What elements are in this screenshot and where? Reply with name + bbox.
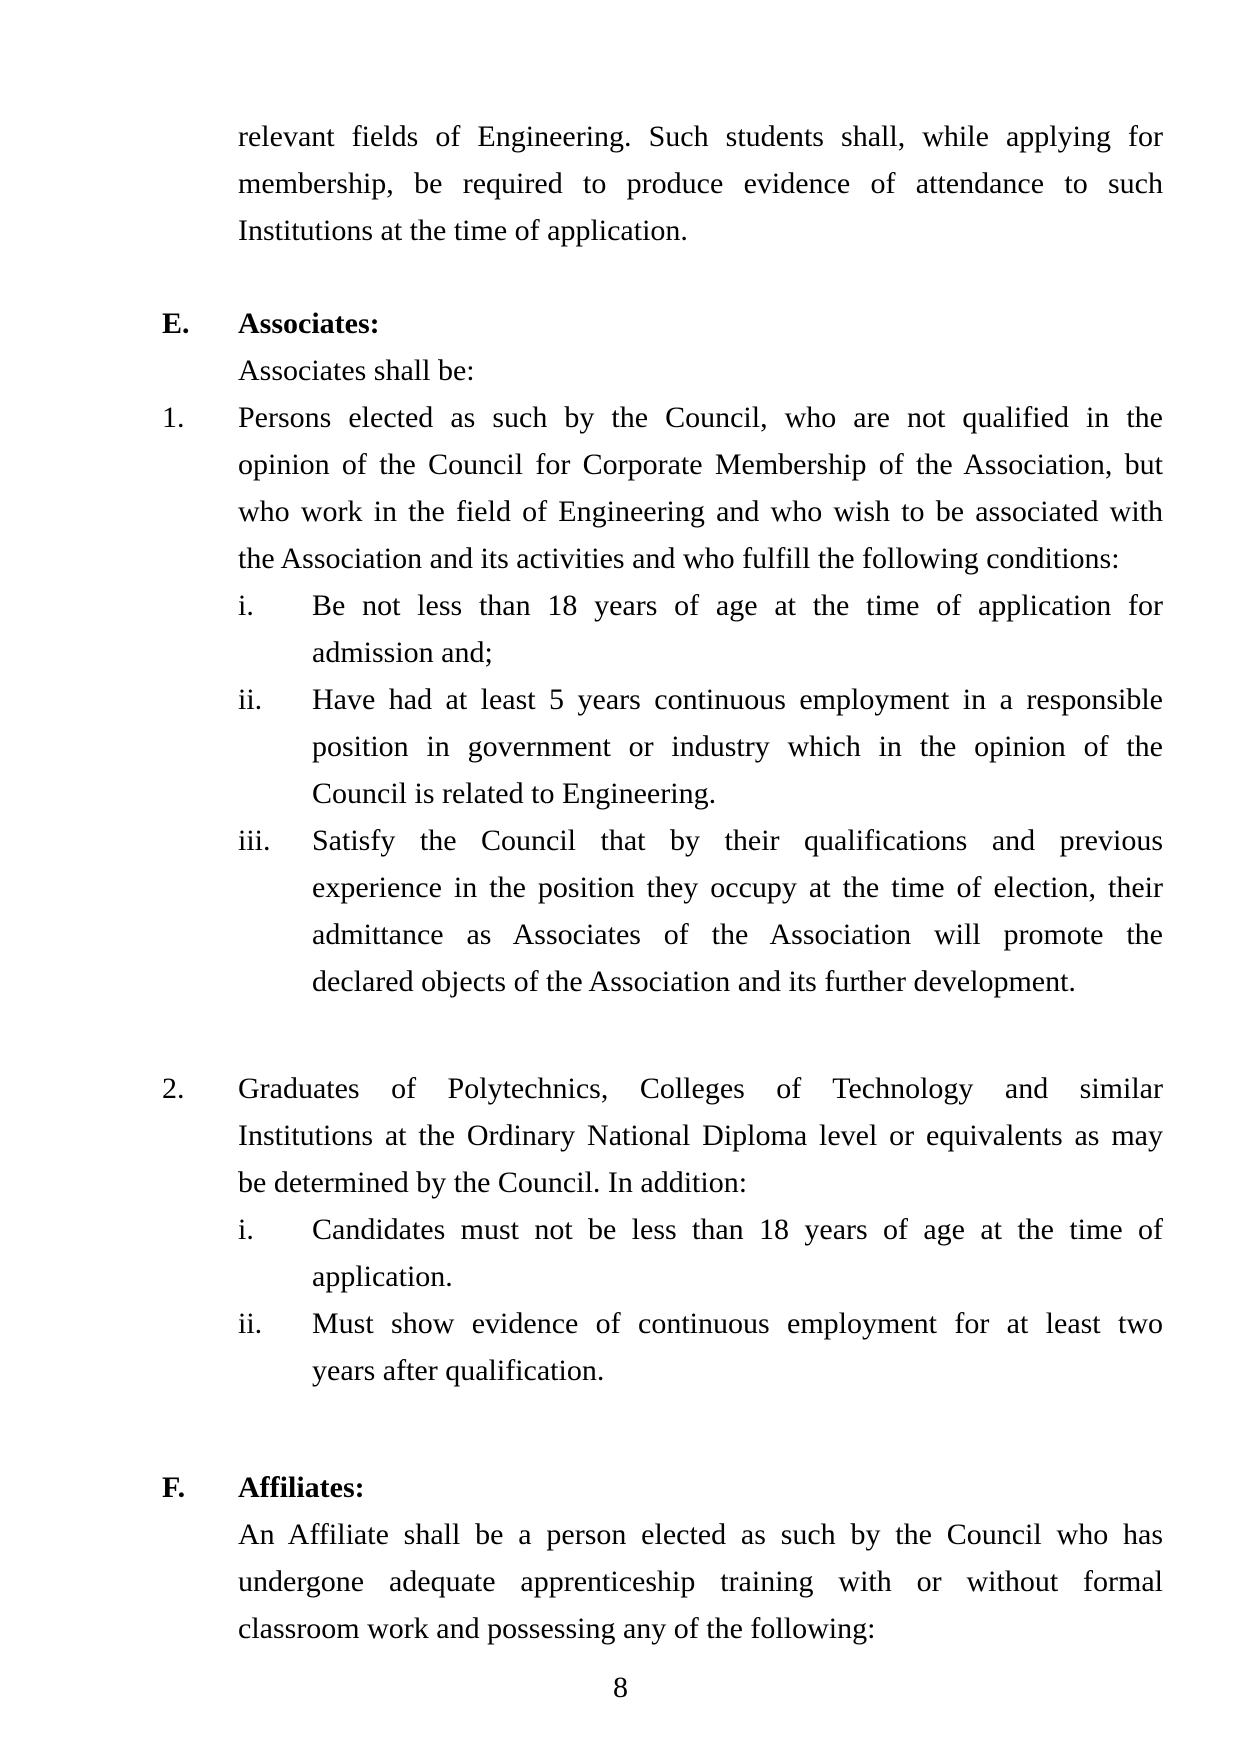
- section-label: E.: [162, 307, 190, 340]
- sub-item-numeral: i.: [238, 1213, 254, 1246]
- item-number: 1.: [162, 401, 185, 434]
- paragraph-line: An Affiliate shall be a person elected as such by the Council who has: [238, 1518, 1163, 1551]
- paragraph-line: opinion of the Council for Corporate Membership of the Association, but: [238, 448, 1163, 481]
- paragraph-line: application.: [312, 1260, 453, 1293]
- numbered-item-1: [162, 394, 1163, 582]
- paragraph-line: Be not less than 18 years of age at the time of application for: [312, 589, 1163, 622]
- section-label: F.: [162, 1471, 186, 1504]
- paragraph-line: declared objects of the Association and its further development.: [312, 965, 1076, 998]
- sub-item-ii: [238, 1300, 1163, 1394]
- paragraph-line: Graduates of Polytechnics, Colleges of Technology and similar: [238, 1072, 1163, 1105]
- section-heading-associates: [162, 300, 1163, 347]
- paragraph-line: Council is related to Engineering.: [312, 777, 717, 810]
- paragraph-line: years after qualification.: [312, 1354, 605, 1387]
- item-number: 2.: [162, 1072, 185, 1105]
- numbered-item-2: [162, 1065, 1163, 1206]
- sub-item-paragraph: [312, 1300, 1163, 1394]
- sub-item-paragraph: [312, 676, 1163, 817]
- intro-paragraph: [238, 113, 1163, 254]
- paragraph-line: Persons elected as such by the Council, who are not qualified in the: [238, 401, 1163, 434]
- paragraph-line: position in government or industry which in the opinion of the: [312, 730, 1163, 763]
- paragraph-line: classroom work and possessing any of the following:: [238, 1612, 876, 1645]
- section-intro-affiliates: [238, 1511, 1163, 1652]
- section-intro-associates: [238, 347, 1163, 394]
- sub-item-numeral: iii.: [238, 824, 271, 857]
- paragraph-line: admittance as Associates of the Association will promote the: [312, 918, 1163, 951]
- paragraph-line: admission and;: [312, 636, 493, 669]
- sub-item-i: [238, 1206, 1163, 1300]
- paragraph-line: be determined by the Council. In addition:: [238, 1166, 748, 1199]
- section-title: Affiliates:: [238, 1471, 365, 1504]
- paragraph-line: experience in the position they occupy at the time of election, their: [312, 871, 1163, 904]
- paragraph-line: Candidates must not be less than 18 years of age at the time of: [312, 1213, 1163, 1246]
- paragraph-line: Have had at least 5 years continuous employment in a responsible: [312, 683, 1163, 716]
- sub-item-ii: [238, 676, 1163, 817]
- paragraph-line: Institutions at the Ordinary National Diploma level or equivalents as may: [238, 1119, 1163, 1152]
- sub-item-i: [238, 582, 1163, 676]
- paragraph-line: undergone adequate apprenticeship training with or without formal: [238, 1565, 1163, 1598]
- page-number: 8: [613, 1671, 628, 1704]
- sub-item-numeral: i.: [238, 589, 254, 622]
- sub-item-paragraph: [312, 582, 1163, 676]
- sub-item-paragraph: [312, 817, 1163, 1005]
- paragraph-line: Institutions at the time of application.: [238, 214, 688, 247]
- sub-item-iii: [238, 817, 1163, 1005]
- paragraph-line: relevant fields of Engineering. Such students shall, while applying for: [238, 120, 1163, 153]
- section-heading-affiliates: [162, 1464, 1163, 1511]
- item-paragraph: [238, 1065, 1163, 1206]
- sub-item-numeral: ii.: [238, 683, 263, 716]
- sub-item-numeral: ii.: [238, 1307, 263, 1340]
- item-paragraph: [238, 394, 1163, 582]
- paragraph-line: Satisfy the Council that by their qualifications and previous: [312, 824, 1163, 857]
- paragraph-line: who work in the field of Engineering and who wish to be associated with: [238, 495, 1163, 528]
- paragraph-line: the Association and its activities and who fulfill the following conditions:: [238, 542, 1120, 575]
- paragraph-line: membership, be required to produce evidence of attendance to such: [238, 167, 1163, 200]
- paragraph-line: Must show evidence of continuous employment for at least two: [312, 1307, 1163, 1340]
- paragraph-line: Associates shall be:: [238, 354, 475, 387]
- sub-item-paragraph: [312, 1206, 1163, 1300]
- section-title: Associates:: [238, 307, 380, 340]
